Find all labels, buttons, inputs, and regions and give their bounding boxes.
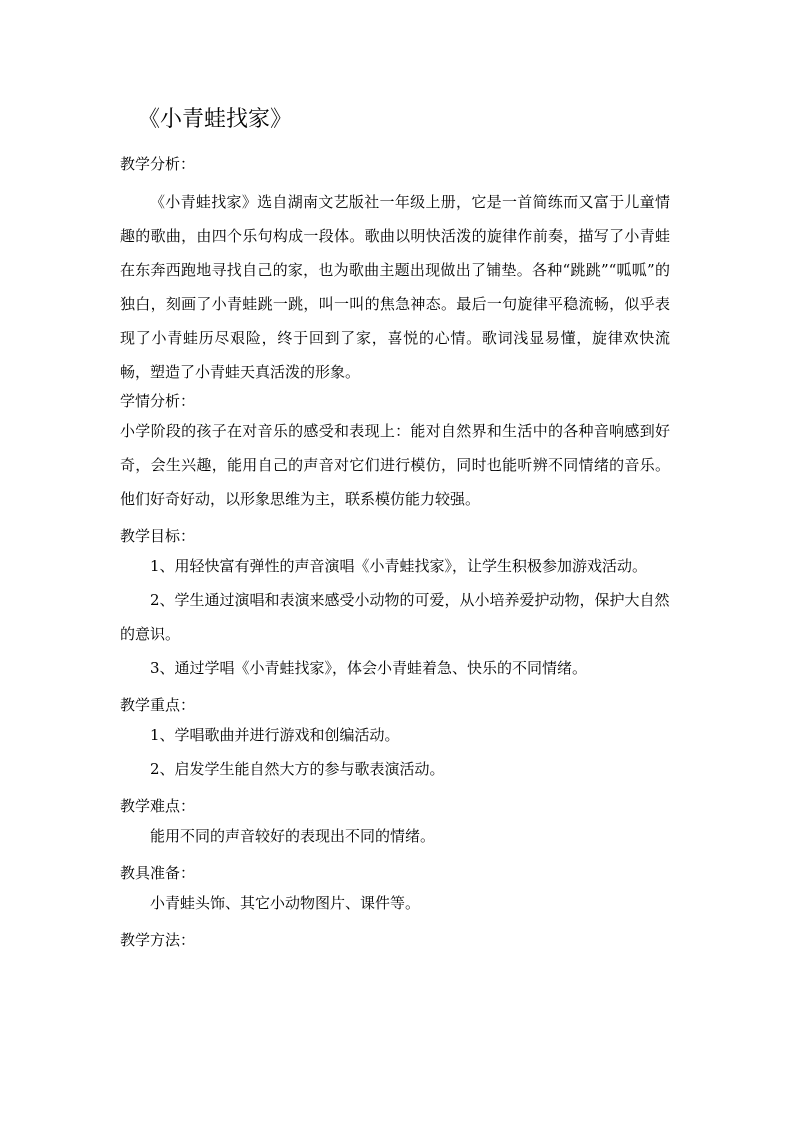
difficulty-item: 能用不同的声音较好的表现出不同的情绪。: [150, 827, 436, 845]
section-heading-difficulties: 教学难点：: [120, 797, 196, 815]
key-point-item: 2、启发学生能自然大方的参与歌表演活动。: [150, 760, 445, 778]
document-title: 《小青蛙找家》: [138, 107, 293, 132]
learner-paragraph: 小学阶段的孩子在对音乐的感受和表现上：能对自然界和生活中的各种音响感到好奇，会生兴趣，能用自己的声音对它们进行模仿，同时也能听辨不同情绪的音乐。他们好奇好动，以形象思维为主，联系模仿能力较强。: [120, 422, 670, 508]
section-heading-learner: 学情分析：: [120, 392, 196, 410]
section-heading-key-points: 教学重点：: [120, 696, 196, 714]
goal-item: 2、学生通过演唱和表演来感受小动物的可爱，从小培养爱护动物，保护大自然的意识。: [120, 591, 670, 643]
section-heading-analysis: 教学分析：: [120, 155, 196, 173]
section-heading-methods: 教学方法：: [120, 931, 196, 949]
goal-item: 1、用轻快富有弹性的声音演唱《小青蛙找家》，让学生积极参加游戏活动。: [150, 557, 648, 575]
key-point-item: 1、学唱歌曲并进行游戏和创编活动。: [150, 726, 400, 744]
analysis-paragraph: 《小青蛙找家》选自湖南文艺版社一年级上册，它是一首简练而又富于儿童情趣的歌曲，由四个乐句构成一段体。歌曲以明快活泼的旋律作前奏，描写了小青蛙在东奔西跑地寻找自己的家，也为歌曲主题出现做出了铺垫。各种“跳跳”“呱呱”的独白，刻画了小青蛙跳一跳，叫一叫的焦急神态。最后一句旋律平稳流畅，似乎表现了小青蛙历尽艰险，终于回到了家，喜悦的心情。歌词浅显易懂，旋律欢快流畅，塑造了小青蛙天真活泼的形象。: [120, 193, 670, 381]
goal-item: 3、通过学唱《小青蛙找家》，体会小青蛙着急、快乐的不同情绪。: [150, 659, 588, 677]
document-page: [120, 100, 670, 953]
material-item: 小青蛙头饰、其它小动物图片、课件等。: [150, 894, 421, 912]
section-heading-goals: 教学目标：: [120, 527, 196, 545]
section-heading-materials: 教具准备：: [120, 864, 196, 882]
